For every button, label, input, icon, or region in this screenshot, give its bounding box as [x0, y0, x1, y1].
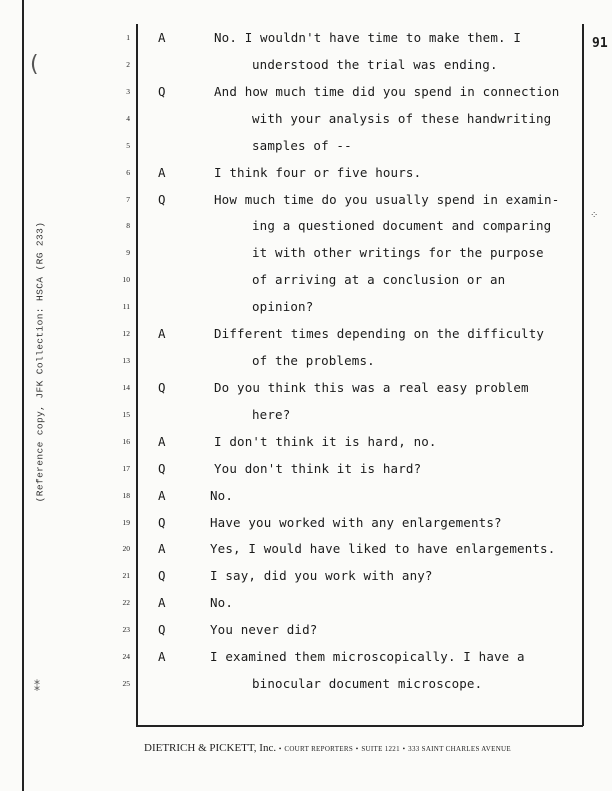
- speaker-label: Q: [158, 514, 166, 530]
- speaker-label: Q: [158, 460, 166, 476]
- speaker-label: Q: [158, 191, 166, 207]
- line-number: 8: [126, 221, 130, 231]
- transcript-line: [0, 326, 612, 352]
- transcript-line: [0, 272, 612, 298]
- footer-suite: SUITE 1221: [361, 745, 400, 753]
- line-number: 13: [122, 356, 130, 366]
- line-number: 25: [122, 679, 130, 689]
- transcript-line: [0, 488, 612, 514]
- transcript-line: [0, 84, 612, 110]
- line-text: You never did?: [210, 622, 318, 638]
- line-number: 11: [122, 302, 130, 312]
- footer-bullet: •: [402, 745, 406, 753]
- transcript-line: [0, 30, 612, 56]
- transcript-line: [0, 299, 612, 325]
- transcript-line: [0, 649, 612, 675]
- line-text: How much time do you usually spend in examin-: [214, 191, 560, 207]
- transcript-line: [0, 57, 612, 83]
- transcript-line: [0, 111, 612, 137]
- line-number: 2: [126, 59, 130, 69]
- line-number: 24: [122, 652, 130, 662]
- transcript-line: [0, 380, 612, 406]
- footer-bullet: •: [278, 745, 282, 753]
- transcript-line: [0, 461, 612, 487]
- line-number: 21: [122, 571, 130, 581]
- footer-reporters: COURT REPORTERS: [284, 745, 354, 753]
- line-text: Have you worked with any enlargements?: [210, 514, 502, 530]
- speaker-label: Q: [158, 83, 166, 99]
- speaker-label: A: [158, 487, 166, 503]
- line-number: 9: [126, 248, 130, 258]
- transcript-line: [0, 192, 612, 218]
- transcript-line: [0, 568, 612, 594]
- line-text: here?: [252, 406, 291, 422]
- speaker-label: A: [158, 30, 166, 45]
- page-footer: [144, 742, 511, 754]
- line-text: opinion?: [252, 299, 314, 315]
- speaker-label: A: [158, 164, 166, 180]
- line-number: 22: [122, 598, 130, 608]
- line-number: 5: [126, 140, 130, 150]
- hole-punch-mark: (: [30, 52, 39, 77]
- speaker-label: A: [158, 433, 166, 449]
- line-number: 6: [126, 167, 130, 177]
- speaker-label: A: [158, 541, 166, 557]
- line-number: 10: [122, 275, 130, 285]
- scan-speck: ⁑: [34, 680, 40, 694]
- line-text: of arriving at a conclusion or an: [252, 272, 506, 288]
- line-number: 4: [126, 113, 130, 123]
- transcript-line: [0, 515, 612, 541]
- page-number: 91: [592, 36, 608, 51]
- side-note: (Reference copy, JFK Collection: HSCA (RG 233): [34, 221, 46, 503]
- line-number: 19: [122, 517, 130, 527]
- line-text: No.: [210, 595, 234, 611]
- line-text: No.: [210, 487, 234, 503]
- line-number: 3: [126, 86, 130, 96]
- speaker-label: A: [158, 595, 166, 611]
- line-number: 16: [122, 436, 130, 446]
- line-number: 1: [126, 33, 130, 42]
- scan-speck: ⁘: [590, 210, 599, 221]
- transcript-line: [0, 541, 612, 567]
- speaker-label: A: [158, 326, 166, 342]
- line-text: it with other writings for the purpose: [252, 245, 544, 261]
- line-number: 12: [122, 329, 130, 339]
- bottom-border-rule: [136, 725, 583, 727]
- speaker-label: Q: [158, 568, 166, 584]
- footer-address: 333 SAINT CHARLES AVENUE: [408, 745, 511, 753]
- line-text: And how much time did you spend in connection: [214, 83, 560, 99]
- transcript-line: [0, 218, 612, 244]
- transcript-line: [0, 353, 612, 379]
- line-number: 7: [126, 194, 130, 204]
- line-number: 20: [122, 544, 130, 554]
- footer-bullet: •: [355, 745, 359, 753]
- line-text: with your analysis of these handwriting: [252, 110, 552, 126]
- line-number: 23: [122, 625, 130, 635]
- transcript-line: [0, 407, 612, 433]
- transcript-line: [0, 138, 612, 164]
- line-number: 14: [122, 382, 130, 392]
- transcript-line: [0, 595, 612, 621]
- line-text: Do you think this was a real easy problem: [214, 379, 529, 395]
- transcript-line: [0, 245, 612, 271]
- line-text: understood the trial was ending.: [252, 56, 498, 72]
- line-text: I examined them microscopically. I have a: [210, 649, 525, 665]
- line-text: Different times depending on the difficulty: [214, 326, 545, 342]
- transcript-line: [0, 676, 612, 702]
- line-number: 18: [122, 490, 130, 500]
- line-text: I say, did you work with any?: [210, 568, 433, 584]
- line-text: I don't think it is hard, no.: [214, 433, 437, 449]
- transcript-line: [0, 622, 612, 648]
- line-text: of the problems.: [252, 353, 375, 369]
- transcript-line: [0, 165, 612, 191]
- line-text: I think four or five hours.: [214, 164, 422, 180]
- line-number: 15: [122, 409, 130, 419]
- speaker-label: A: [158, 649, 166, 665]
- speaker-label: Q: [158, 379, 166, 395]
- speaker-label: Q: [158, 622, 166, 638]
- line-text: No. I wouldn't have time to make them. I: [214, 30, 522, 45]
- line-text: binocular document microscope.: [252, 676, 483, 692]
- line-text: You don't think it is hard?: [214, 460, 422, 476]
- line-text: Yes, I would have liked to have enlargements.: [210, 541, 556, 557]
- transcript-line: [0, 434, 612, 460]
- firm-name: DIETRICH & PICKETT, Inc.: [144, 742, 277, 754]
- line-text: ing a questioned document and comparing: [252, 218, 552, 234]
- line-number: 17: [122, 463, 130, 473]
- line-text: samples of --: [252, 137, 352, 153]
